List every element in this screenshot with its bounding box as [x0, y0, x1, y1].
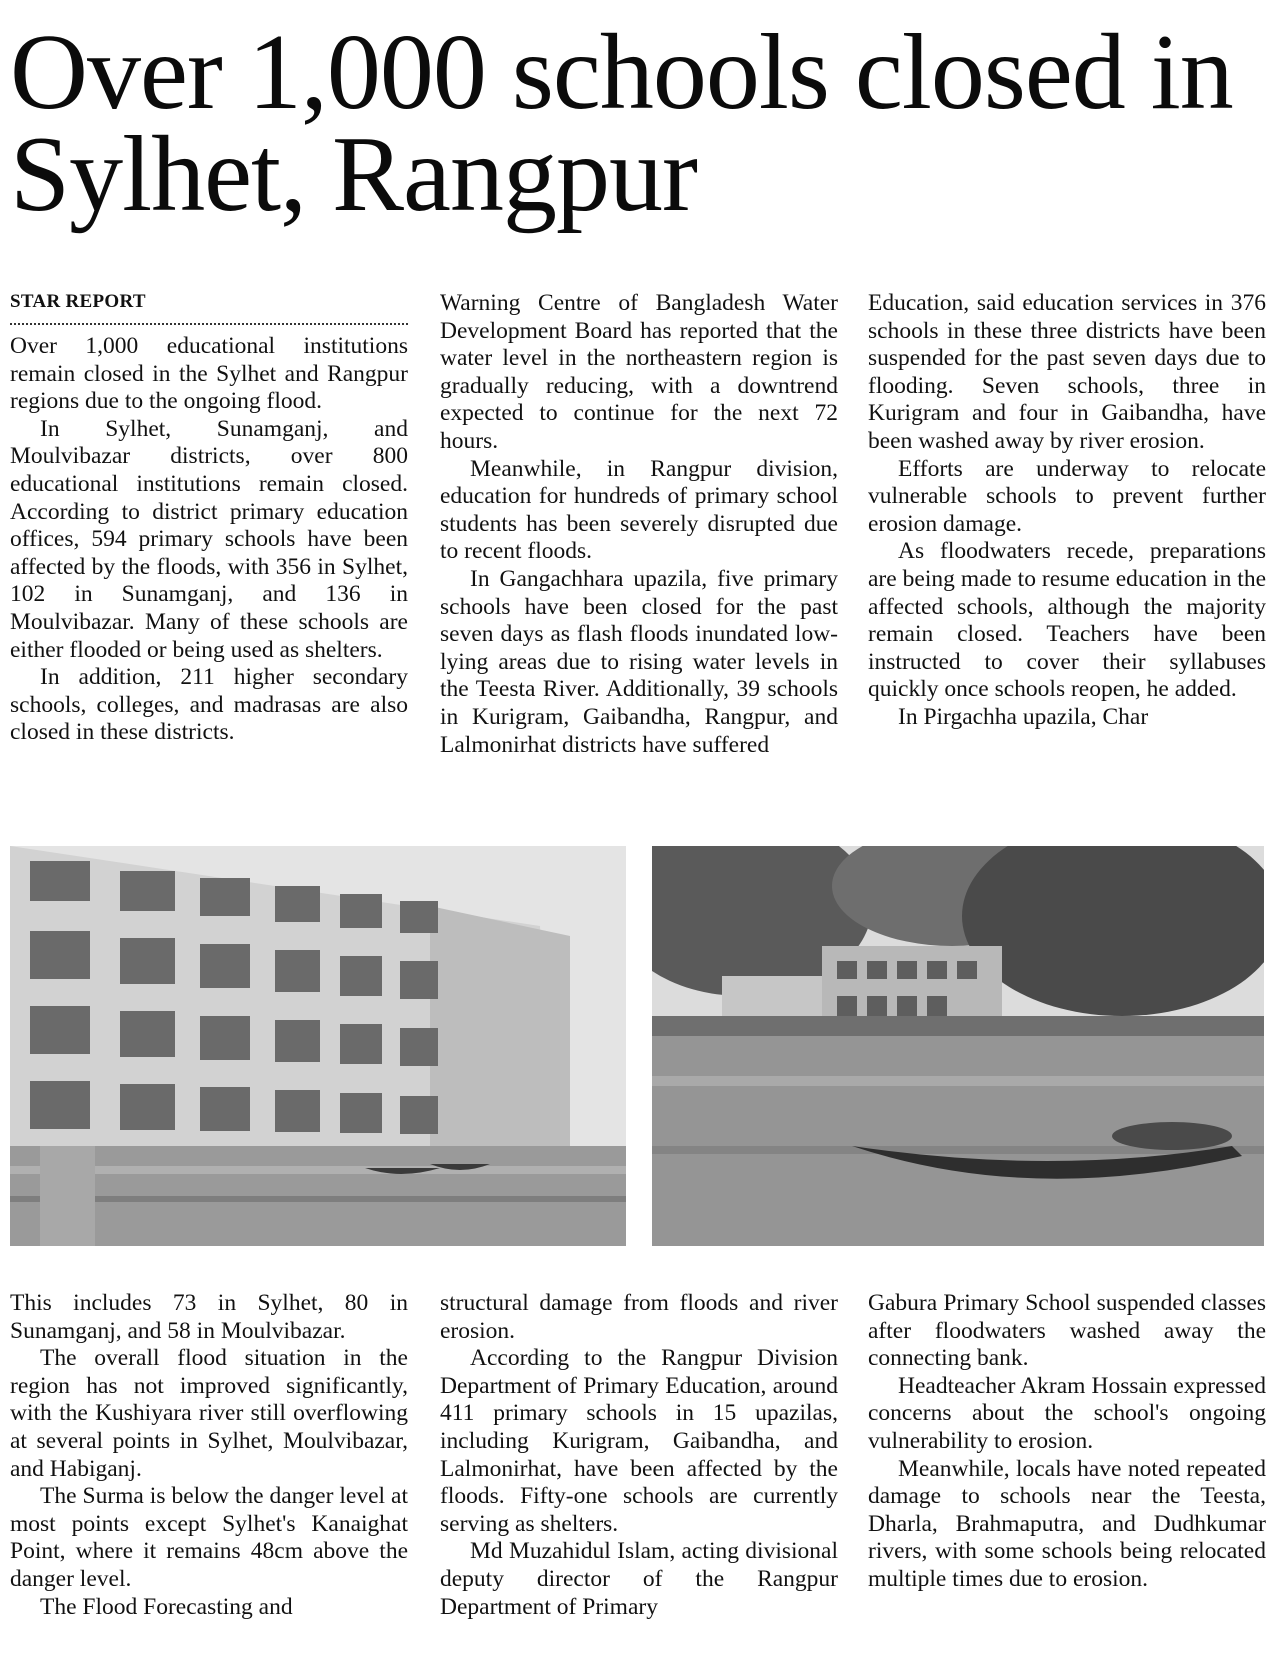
- photo-flooded-school-building: [10, 846, 626, 1246]
- paragraph: Warning Centre of Bangladesh Water Development Board has reported that the water level in the northeastern region is gradually reducing, with a downtrend expected to continue for the next 72 hours.: [440, 290, 838, 454]
- paragraph: Over 1,000 educational institutions remain closed in the Sylhet and Rangpur regions due to the ongoing flood.: [10, 333, 408, 415]
- paragraph: Headteacher Akram Hossain expressed concerns about the school's ongoing vulnerability to erosion.: [868, 1372, 1266, 1454]
- paragraph: In Pirgachha upazila, Char: [898, 703, 1149, 730]
- paragraph: As floodwaters recede, preparations are being made to resume education in the affected schools, although the majority remain closed. Teachers have been instructed to cover their syllabuses quickly once schools reopen, he added.: [868, 538, 1266, 703]
- article-column-2-bottom: [440, 1290, 838, 1621]
- paragraph: According to the Rangpur Division Department of Primary Education, around 411 primary schools in 15 upazilas, including Kurigram, Gaibandha, and Lalmonirhat, have been affected by the floods. Fifty-one schools are currently serving as shelters.: [440, 1345, 838, 1537]
- photo-flooded-school-building-graphic: [10, 846, 626, 1246]
- paragraph: The overall flood situation in the region has not improved significantly, with the Kushiyara river still overflowing at several points in Sylhet, Moulvibazar, and Habiganj.: [10, 1345, 408, 1482]
- paragraph: In addition, 211 higher secondary schools, colleges, and madrasas are also closed in these districts.: [10, 664, 408, 746]
- paragraph: The Surma is below the danger level at most points except Sylhet's Kanaighat Point, where it remains 48cm above the danger level.: [10, 1483, 408, 1592]
- paragraph: structural damage from floods and river erosion.: [440, 1290, 838, 1344]
- paragraph: Meanwhile, in Rangpur division, education for hundreds of primary school students has been severely disrupted due to recent floods.: [440, 455, 838, 565]
- article-column-3-top: [868, 290, 1266, 732]
- byline: STAR REPORT: [10, 290, 408, 325]
- article-column-1-bottom: [10, 1290, 408, 1621]
- paragraph: Efforts are underway to relocate vulnerable schools to prevent further erosion damage.: [868, 455, 1266, 537]
- paragraph: In Sylhet, Sunamganj, and Moulvibazar districts, over 800 educational institutions remain closed. According to district primary education offices, 594 primary schools have been affected by the floods, with 356 in Sylhet, 102 in Sunamganj, and 136 in Moulvibazar. Many of these schools are either flooded or being used as shelters.: [10, 415, 408, 663]
- paragraph: Meanwhile, locals have noted repeated damage to schools near the Teesta, Dharla, Brahmaputra, and Dudhkumar rivers, with some schools being relocated multiple times due to erosion.: [868, 1455, 1266, 1592]
- paragraph: The Flood Forecasting and: [40, 1593, 293, 1620]
- paragraph: This includes 73 in Sylhet, 80 in Sunamganj, and 58 in Moulvibazar.: [10, 1290, 408, 1344]
- headline: Over 1,000 schools closed in Sylhet, Rangpur: [10, 13, 1233, 234]
- photo-flooded-rural-school: [652, 846, 1264, 1246]
- paragraph: In Gangachhara upazila, five primary schools have been closed for the past seven days as flash floods inundated low-lying areas due to rising water levels in the Teesta River. Additionally, 39 schools in Kurigram, Gaibandha, Rangpur, and Lalmonirhat districts have suffered: [440, 565, 838, 758]
- photo-flooded-rural-school-graphic: [652, 846, 1264, 1246]
- paragraph: Education, said education services in 376 schools in these three districts have been suspended for the past seven days due to flooding. Seven schools, three in Kurigram and four in Gaibandha, have been washed away by river erosion.: [868, 290, 1266, 454]
- article-column-3-bottom: [868, 1290, 1266, 1594]
- paragraph: Md Muzahidul Islam, acting divisional deputy director of the Rangpur Department of Primary: [440, 1538, 838, 1620]
- paragraph: Gabura Primary School suspended classes after floodwaters washed away the connecting bank.: [868, 1290, 1266, 1372]
- article-column-1-top: [10, 290, 408, 747]
- article-column-2-top: [440, 290, 838, 759]
